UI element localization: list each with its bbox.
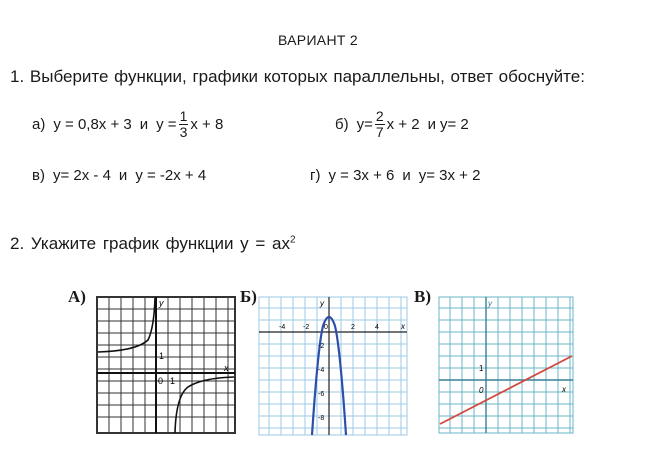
option-v-and: и	[118, 167, 128, 184]
option-a-and: и	[139, 116, 149, 133]
graph-b-xtick: -4	[279, 324, 286, 331]
graph-c-x-label: x	[562, 385, 566, 394]
option-g-label: г)	[310, 167, 321, 184]
graph-c-line	[440, 356, 572, 424]
task2-exponent: 2	[290, 234, 296, 246]
option-g-and: и	[402, 167, 411, 184]
graph-c-origin: 0	[479, 386, 484, 395]
graph-a-grid	[97, 297, 235, 433]
task2-text: 2. Укажите график функции y = ax	[10, 234, 290, 253]
graph-a-label: А)	[68, 287, 86, 306]
task1-option-a	[32, 109, 223, 140]
fraction-denominator: 7	[375, 124, 384, 140]
option-a-func2-left: y =	[156, 116, 177, 133]
option-v-func1: y= 2x - 4	[52, 167, 111, 184]
fraction-denominator: 3	[179, 124, 188, 140]
graph-c-tick-y-1: 1	[479, 364, 484, 373]
graph-c-label: В)	[414, 287, 431, 306]
option-b-func1-right: x + 2	[386, 116, 420, 133]
fraction-numerator: 1	[179, 108, 188, 124]
graph-b-xtick: 0	[324, 324, 328, 331]
option-a-label: а)	[32, 116, 46, 133]
graph-a-y-label: y	[159, 298, 164, 308]
graph-b-xtick: 2	[351, 324, 355, 331]
task1-question: 1. Выберите функции, графики которых параллельны, ответ обоснуйте:	[10, 67, 585, 86]
option-g-func1: y = 3x + 6	[328, 167, 395, 184]
graph-a-origin: 0	[158, 376, 164, 386]
option-b-func2: y= 2	[439, 116, 469, 133]
option-g-func2: y= 3x + 2	[418, 167, 481, 184]
graph-b-xtick: 4	[375, 324, 379, 331]
graph-a-tick-x-1: 1	[170, 376, 176, 386]
graph-c-y-label: y	[488, 299, 492, 308]
option-b-fraction	[375, 109, 385, 140]
graph-a-curve-left	[98, 298, 155, 352]
graph-a-x-label: x	[224, 363, 229, 373]
graph-b-y-label: y	[320, 299, 324, 308]
graph-b	[258, 296, 410, 438]
fraction-numerator: 2	[375, 108, 384, 124]
graph-b-xtick: -2	[303, 324, 310, 331]
task1-option-b	[335, 109, 469, 140]
graph-b-ytick: -6	[318, 391, 325, 398]
option-a-func2-right: x + 8	[190, 116, 224, 133]
graph-b-label: Б)	[240, 287, 257, 306]
graph-b-ytick: -2	[318, 343, 325, 350]
graph-b-ytick: -4	[318, 367, 325, 374]
graph-a	[96, 296, 238, 436]
option-b-label: б)	[335, 116, 349, 133]
option-a-func1: y = 0,8x + 3	[53, 116, 132, 133]
option-v-func2: y = -2x + 4	[135, 167, 207, 184]
task2-question	[10, 234, 296, 254]
graph-b-grid	[259, 297, 407, 435]
graph-c	[438, 296, 576, 436]
option-b-and: и	[427, 116, 436, 133]
graph-b-x-label: x	[401, 322, 405, 331]
option-v-label: в)	[32, 167, 45, 184]
task1-option-g	[310, 167, 480, 184]
option-a-fraction	[179, 109, 189, 140]
option-b-func1-left: y=	[356, 116, 373, 133]
task1-option-v	[32, 167, 206, 184]
graph-a-tick-y-1: 1	[159, 351, 165, 361]
graph-b-ytick: -8	[318, 415, 325, 422]
variant-title: ВАРИАНТ 2	[278, 32, 358, 48]
